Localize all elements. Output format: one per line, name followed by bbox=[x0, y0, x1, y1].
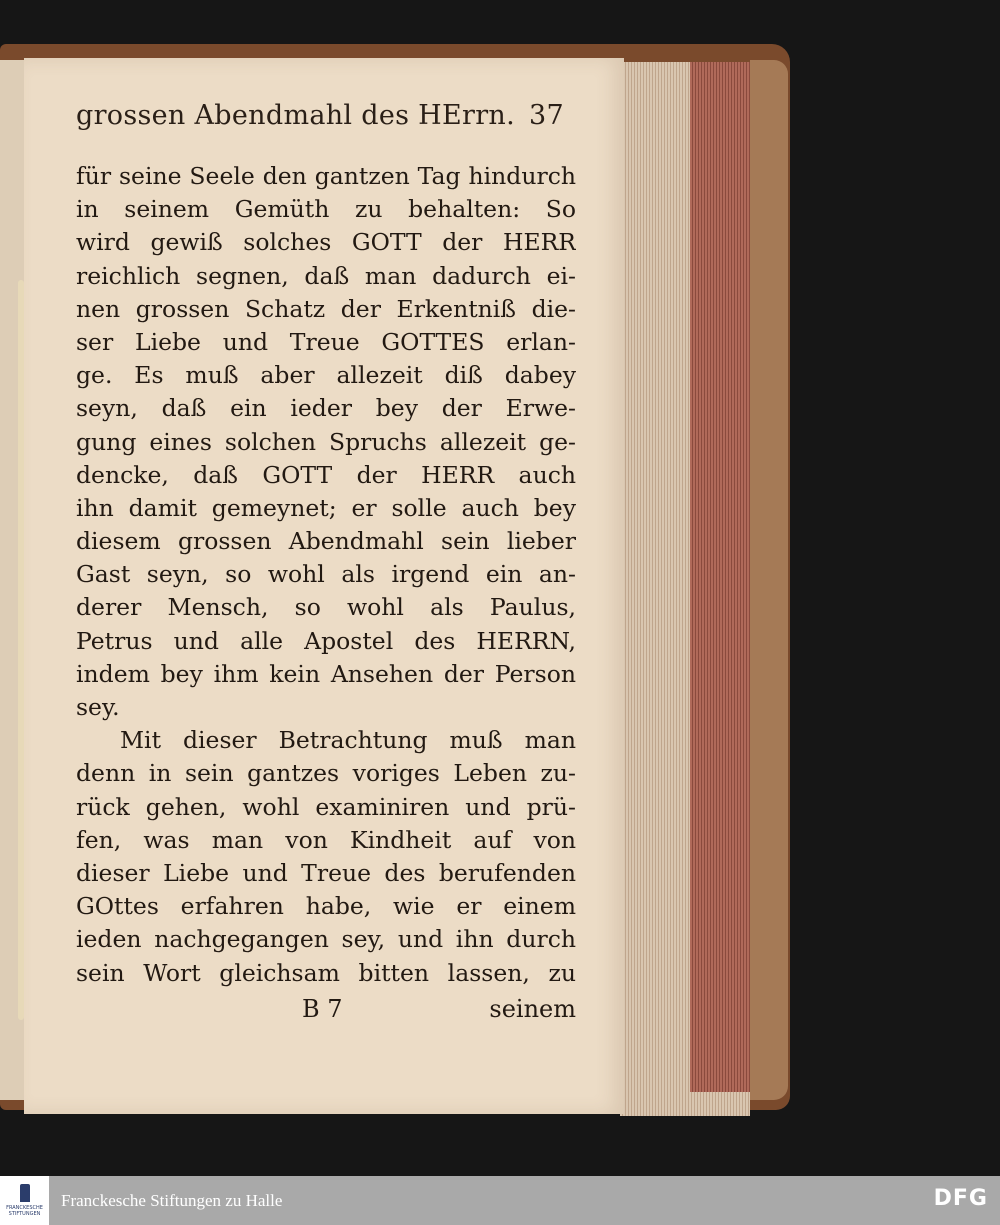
tower-icon bbox=[20, 1184, 30, 1202]
text-line: dencke, daß GOTT der HERR auch bbox=[76, 460, 576, 489]
text-line: gung eines solchen Spruchs allezeit ge- bbox=[76, 427, 576, 456]
text-line: für seine Seele den gantzen Tag hindurch bbox=[76, 162, 576, 190]
institution-logo[interactable] bbox=[0, 1176, 49, 1225]
text-line: sein Wort gleichsam bitten lassen, zu bbox=[76, 958, 576, 987]
text-line: in seinem Gemüth zu behalten: So bbox=[76, 195, 576, 224]
page-footer bbox=[76, 995, 576, 1029]
text-line: seyn, daß ein ieder bey der Erwe- bbox=[76, 394, 576, 423]
text-line: GOttes erfahren habe, wie er einem bbox=[76, 892, 576, 921]
running-head bbox=[76, 100, 576, 131]
text-line: denn in sein gantzes voriges Leben zu- bbox=[76, 759, 576, 788]
text-line: Gast seyn, so wohl als irgend ein an- bbox=[76, 560, 576, 589]
text-line: diesem grossen Abendmahl sein lieber bbox=[76, 527, 576, 556]
logo-text: FRANCKESCHE STIFTUNGEN bbox=[6, 1205, 43, 1217]
running-head-title: grossen Abendmahl des HErrn. bbox=[76, 100, 515, 131]
dfg-logo[interactable]: DFG bbox=[933, 1186, 988, 1211]
page-number: 37 bbox=[529, 100, 564, 131]
text-line: Mit dieser Betrachtung muß man bbox=[120, 726, 576, 755]
text-line: fen, was man von Kindheit auf von bbox=[76, 825, 576, 854]
institution-name[interactable]: Franckesche Stiftungen zu Halle bbox=[61, 1190, 283, 1210]
text-line: indem bey ihm kein Ansehen der Person bbox=[76, 659, 576, 688]
text-line: nen grossen Schatz der Erkentniß die- bbox=[76, 294, 576, 323]
catchword: seinem bbox=[489, 995, 576, 1023]
text-line: ieden nachgegangen sey, und ihn durch bbox=[76, 925, 576, 954]
credit-bar bbox=[0, 1176, 1000, 1225]
text-line: ser Liebe und Treue GOTTES erlan- bbox=[76, 327, 576, 356]
text-line: wird gewiß solches GOTT der HERR bbox=[76, 228, 576, 257]
text-line: ge. Es muß aber allezeit diß dabey bbox=[76, 361, 576, 390]
red-page-edges bbox=[690, 62, 750, 1092]
text-line: Petrus und alle Apostel des HERRN, bbox=[76, 626, 576, 655]
text-line: rück gehen, wohl examiniren und prü- bbox=[76, 792, 576, 821]
text-line: dieser Liebe und Treue des berufenden bbox=[76, 858, 576, 887]
text-line: derer Mensch, so wohl als Paulus, bbox=[76, 593, 576, 622]
text-line: reichlich segnen, daß man dadurch ei- bbox=[76, 261, 576, 290]
signature-mark: B 7 bbox=[302, 995, 343, 1023]
text-line: ihn damit gemeynet; er solle auch bey bbox=[76, 493, 576, 522]
page-body bbox=[76, 160, 576, 990]
text-line: sey. bbox=[76, 693, 120, 721]
book-spine bbox=[750, 60, 788, 1100]
